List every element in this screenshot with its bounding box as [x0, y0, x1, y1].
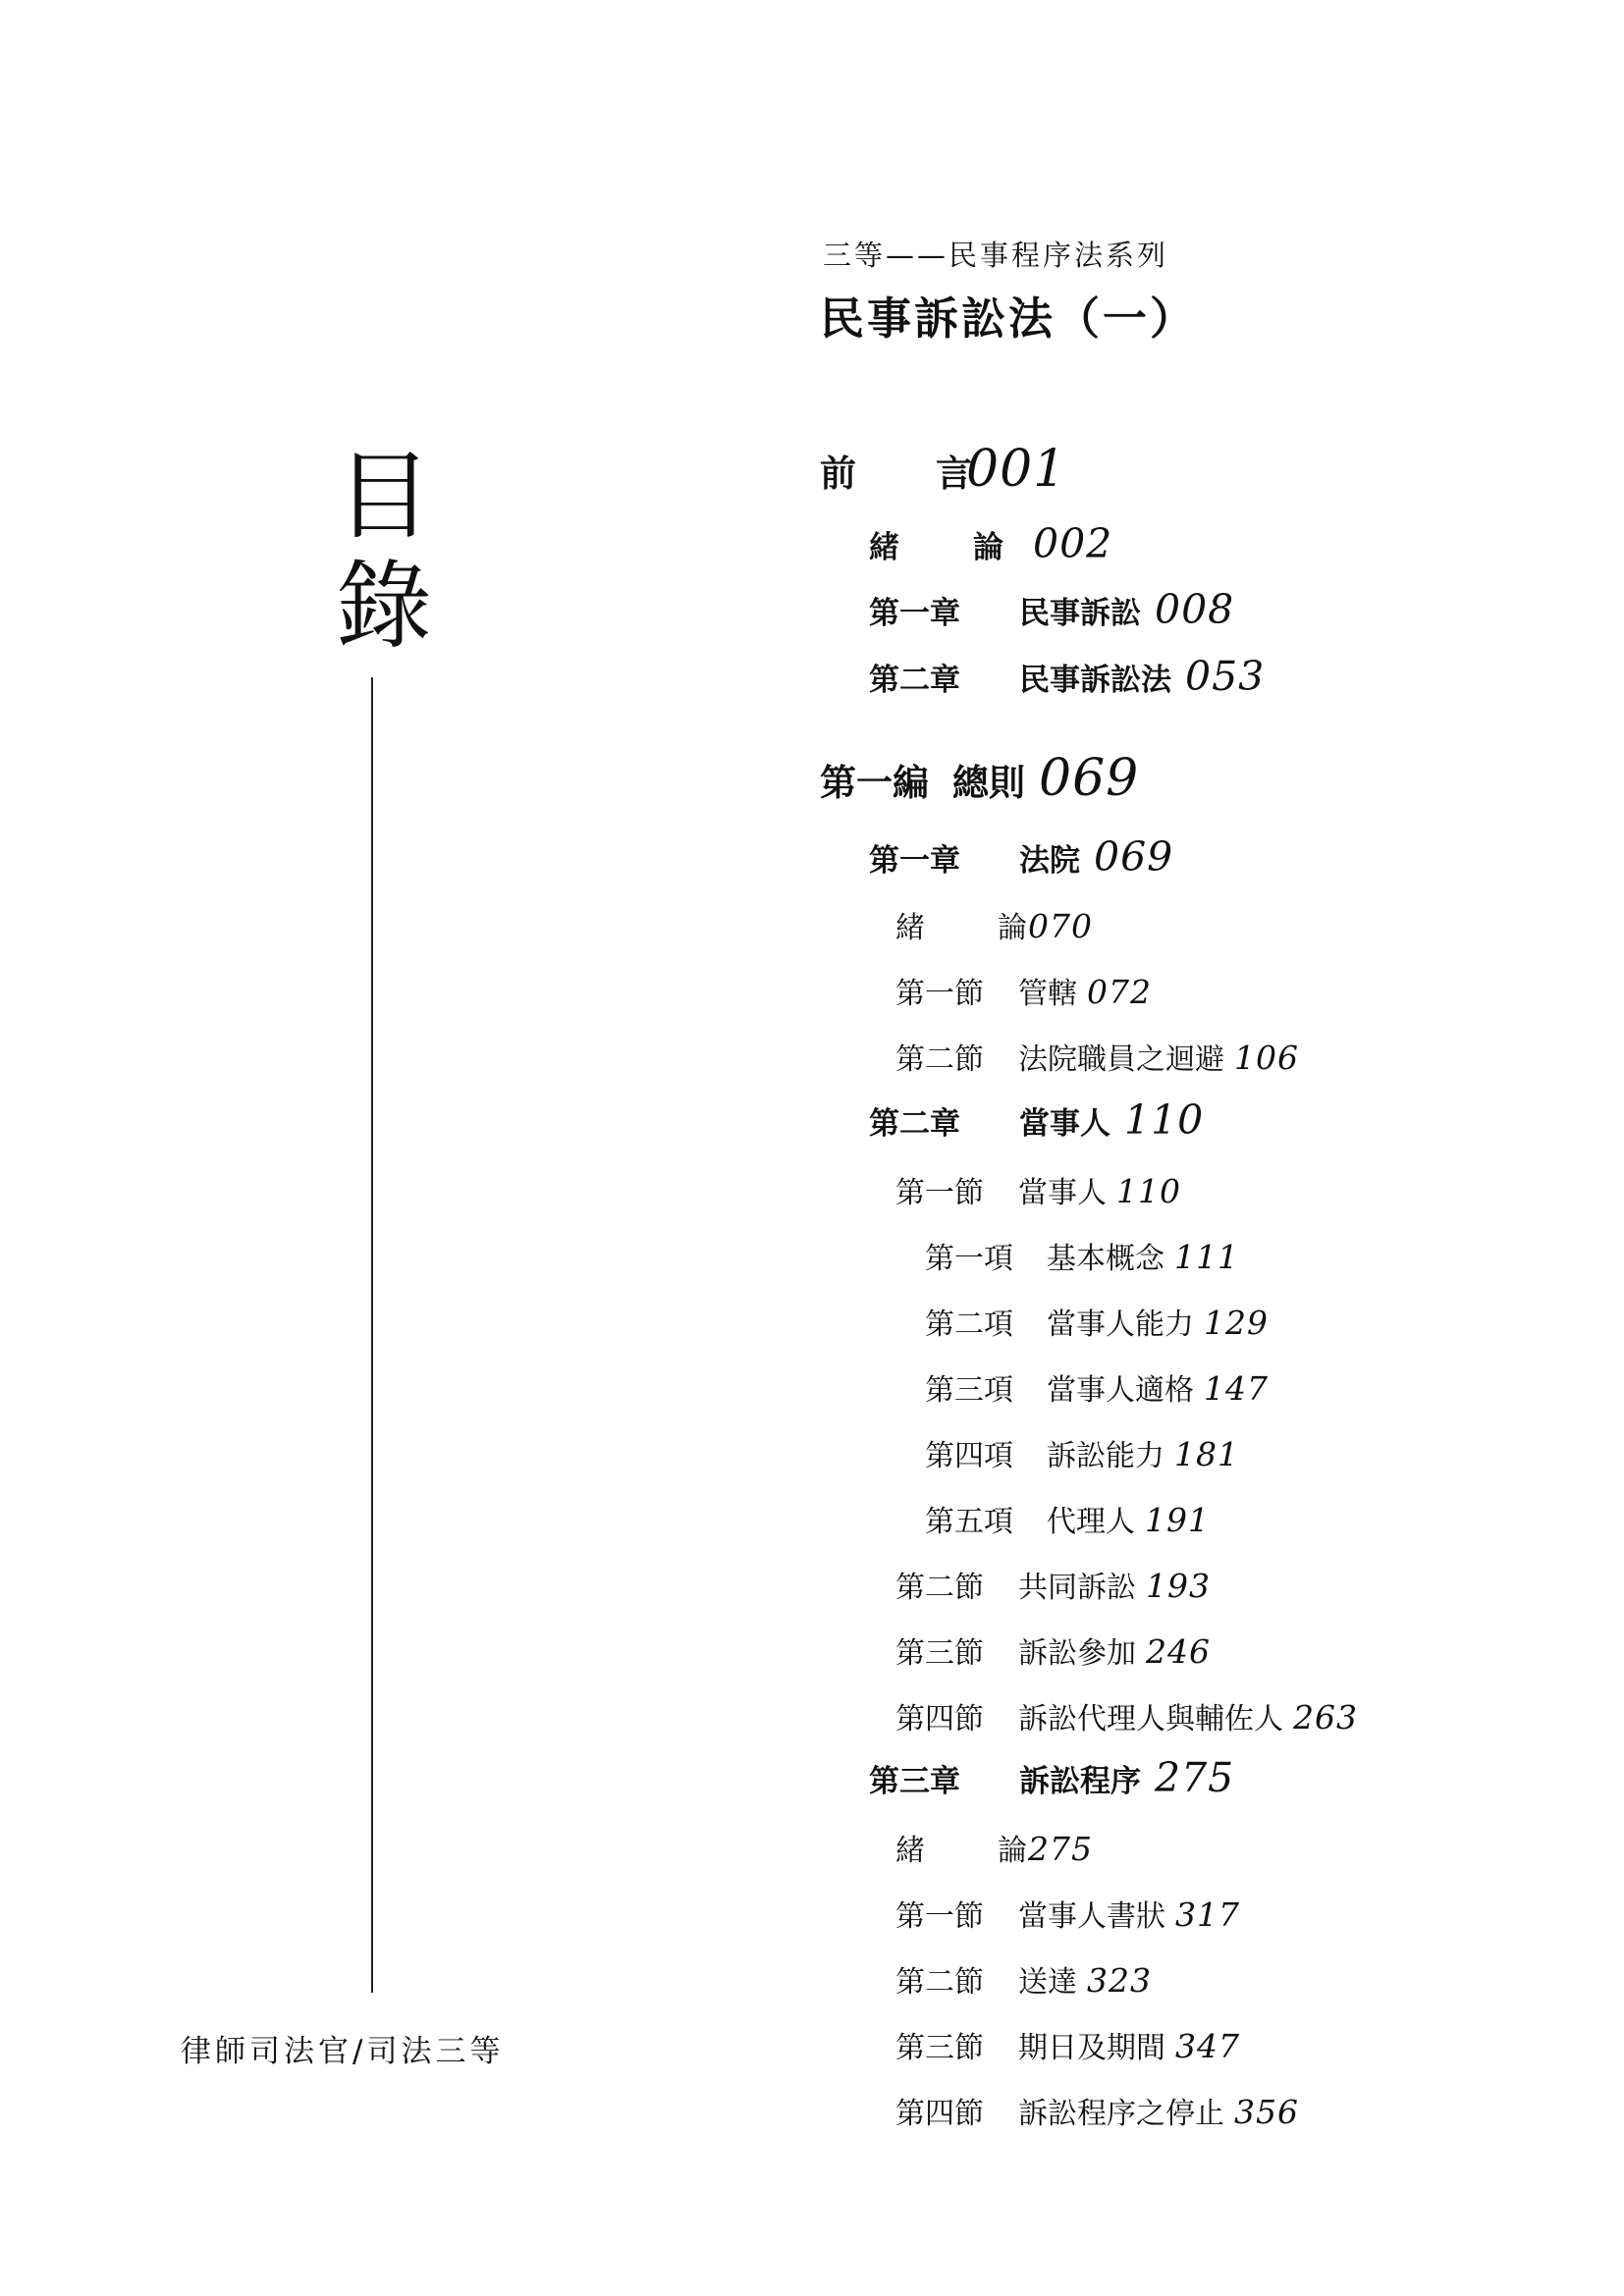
toc-entry-title: 民事訴訟法	[1019, 663, 1171, 698]
toc-entry-page: 191	[1145, 1501, 1210, 1539]
toc-entry[interactable]	[925, 1234, 1239, 1277]
toc-entry-page: 002	[1033, 520, 1113, 567]
toc-entry-page: 193	[1146, 1567, 1211, 1605]
toc-entry-label: 第四節	[895, 2097, 984, 2131]
toc-entry-title: 當事人適格	[1047, 1373, 1194, 1408]
toc-entry-label: 第二章	[869, 1106, 960, 1142]
toc-entry-label: 第二項	[925, 1308, 1013, 1342]
toc-entry-label: 緒 論	[869, 530, 1025, 565]
toc-entry-page: 129	[1204, 1304, 1269, 1342]
toc-entry-title: 訴訟程序之停止	[1018, 2097, 1224, 2131]
toc-entry[interactable]	[869, 586, 1234, 633]
toc-entry-page: 070	[1028, 907, 1093, 945]
toc-entry-page: 263	[1293, 1698, 1358, 1736]
toc-entry-label: 第一節	[895, 977, 984, 1011]
toc-entry-page: 323	[1087, 1961, 1152, 2000]
toc-entry[interactable]	[895, 1892, 1240, 1935]
toc-entry-label: 第一章	[869, 596, 960, 631]
toc-entry-title: 當事人書狀	[1018, 1899, 1165, 1934]
toc-entry-page: 110	[1116, 1172, 1181, 1210]
toc-entry-label: 第一節	[895, 1899, 984, 1934]
toc-entry-page: 275	[1028, 1830, 1093, 1868]
toc-entry-title: 當事人能力	[1047, 1308, 1194, 1342]
toc-entry-page: 072	[1087, 973, 1152, 1011]
toc-entry[interactable]	[925, 1365, 1269, 1409]
toc-entry-title: 送達	[1018, 1965, 1077, 2000]
toc-entry-page: 053	[1185, 653, 1266, 700]
toc-entry-label: 第五項	[925, 1505, 1013, 1539]
toc-entry[interactable]	[895, 1826, 1093, 1869]
toc-entry-page: 246	[1146, 1632, 1211, 1671]
toc-entry[interactable]	[869, 1096, 1204, 1144]
toc-entry[interactable]	[869, 833, 1173, 881]
toc-entry-label: 第四項	[925, 1439, 1013, 1473]
series-subtitle: 三等——民事程序法系列	[823, 239, 1169, 272]
toc-entry[interactable]	[869, 1754, 1234, 1801]
toc-entry-title: 訴訟能力	[1047, 1439, 1164, 1473]
toc-entry[interactable]	[895, 969, 1152, 1012]
toc-entry-label: 第三節	[895, 2031, 984, 2065]
toc-entry-label: 第二節	[895, 1965, 984, 2000]
toc-entry-title: 當事人	[1019, 1106, 1110, 1142]
toc-entry-page: 069	[1094, 833, 1174, 881]
toc-entry-label: 第一編	[820, 762, 929, 804]
toc-entry-title: 基本概念	[1047, 1242, 1164, 1276]
toc-entry[interactable]	[895, 1168, 1181, 1211]
toc-entry-page: 001	[966, 440, 1067, 499]
toc-entry-title: 訴訟代理人與輔佐人	[1018, 1702, 1283, 1736]
toc-entry-page: 317	[1175, 1896, 1240, 1934]
toc-entry-title: 訴訟參加	[1018, 1636, 1136, 1671]
toc-entry[interactable]	[925, 1300, 1269, 1343]
toc-entry[interactable]	[895, 1957, 1152, 2001]
toc-entry[interactable]	[895, 903, 1093, 946]
toc-entry-label: 緒 論	[895, 1834, 1049, 1868]
toc-entry-title: 當事人	[1018, 1176, 1107, 1210]
toc-entry-label: 第二章	[869, 663, 960, 698]
toc-entry-label: 第一章	[869, 843, 960, 879]
toc-entry-page: 008	[1155, 586, 1235, 633]
toc-entry-page: 181	[1174, 1435, 1239, 1473]
toc-entry-title: 期日及期間	[1018, 2031, 1165, 2065]
toc-entry-label: 第一節	[895, 1176, 984, 1210]
toc-entry-label: 第一項	[925, 1242, 1013, 1276]
toc-entry[interactable]	[869, 520, 1112, 567]
toc-entry-title: 民事訴訟	[1019, 596, 1141, 631]
toc-entry-title: 法院職員之迴避	[1018, 1042, 1224, 1077]
toc-entry-label: 第三節	[895, 1636, 984, 1671]
toc-entry-label: 第三章	[869, 1764, 960, 1799]
toc-entry[interactable]	[869, 653, 1265, 700]
toc-entry[interactable]	[925, 1431, 1239, 1474]
book-title: 民事訴訟法（一）	[820, 293, 1198, 345]
toc-entry-title: 總則	[952, 762, 1025, 804]
toc-entry[interactable]	[820, 440, 1066, 499]
contents-heading-char: 目	[335, 441, 432, 553]
toc-entry[interactable]	[925, 1497, 1210, 1540]
toc-entry-page: 069	[1039, 749, 1140, 808]
toc-entry-title: 訴訟程序	[1019, 1764, 1141, 1799]
toc-entry-label: 第四節	[895, 1702, 984, 1736]
toc-entry-title: 法院	[1019, 843, 1080, 879]
toc-entry[interactable]	[895, 1035, 1299, 1078]
toc-entry[interactable]	[895, 1694, 1358, 1737]
toc-entry-page: 110	[1124, 1096, 1205, 1144]
toc-entry-title: 代理人	[1047, 1505, 1135, 1539]
toc-entry[interactable]	[895, 2023, 1240, 2066]
toc-entry-label: 第二節	[895, 1571, 984, 1605]
toc-entry-page: 356	[1234, 2093, 1299, 2131]
exam-category-label: 律師司法官/司法三等	[181, 2034, 505, 2069]
toc-entry-page: 275	[1155, 1754, 1235, 1801]
toc-entry[interactable]	[895, 1629, 1211, 1672]
toc-entry-label: 前 言	[820, 453, 994, 495]
toc-entry[interactable]	[895, 1563, 1211, 1606]
toc-entry-label: 第二節	[895, 1042, 984, 1077]
toc-entry[interactable]	[820, 749, 1139, 808]
toc-entry-page: 111	[1174, 1238, 1239, 1276]
toc-entry-title: 共同訴訟	[1018, 1571, 1136, 1605]
toc-entry-title: 管轄	[1018, 977, 1077, 1011]
toc-entry-label: 第三項	[925, 1373, 1013, 1408]
toc-entry-page: 106	[1234, 1039, 1299, 1077]
contents-heading-char: 錄	[335, 551, 432, 663]
toc-entry[interactable]	[895, 2089, 1299, 2132]
toc-entry-label: 緒 論	[895, 911, 1049, 945]
toc-entry-page: 347	[1175, 2027, 1240, 2065]
toc-entry-page: 147	[1204, 1369, 1269, 1408]
